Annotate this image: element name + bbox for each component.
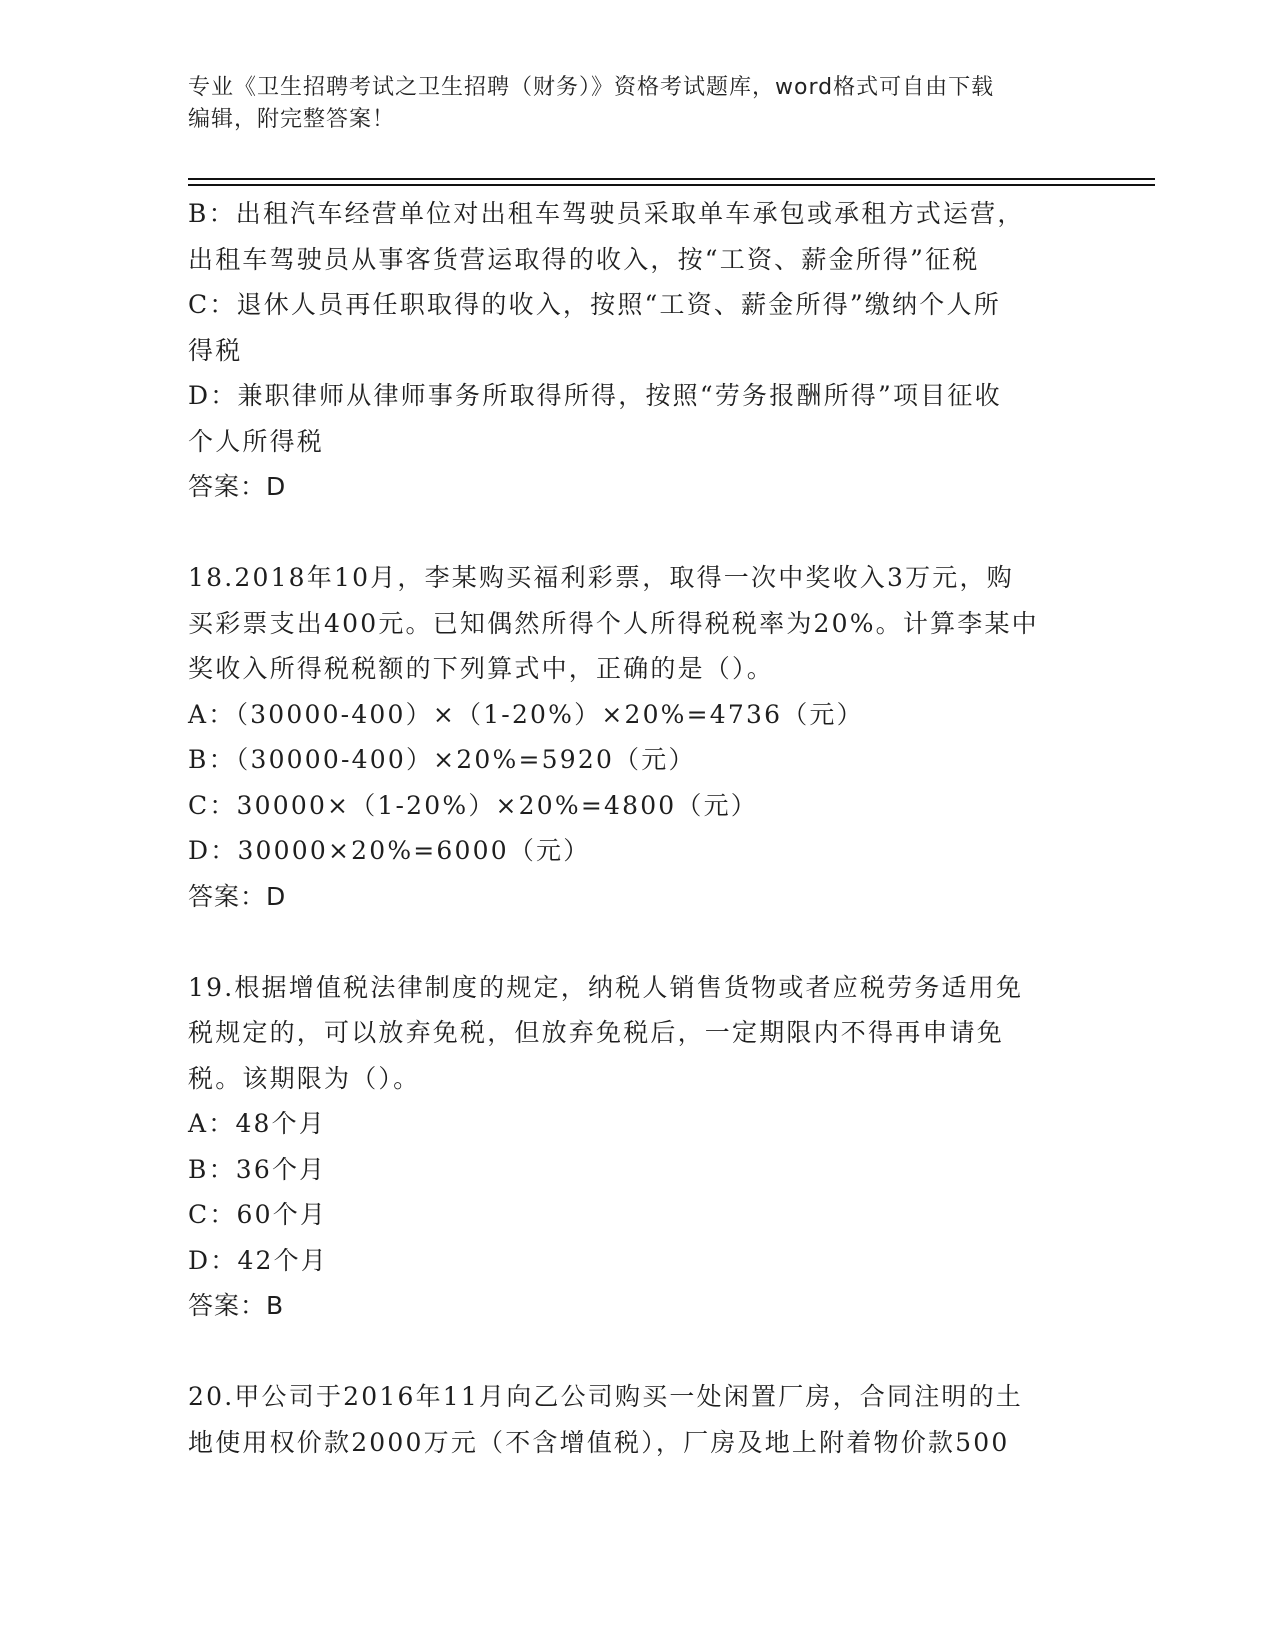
q19-option-c: C：60个月 — [188, 1200, 328, 1229]
q18-stem-line-1: 18.2018年10月，李某购买福利彩票，取得一次中奖收入3万元，购 — [188, 563, 1014, 592]
q17-answer: 答案：D — [188, 472, 287, 501]
q19-option-d: D：42个月 — [188, 1245, 329, 1275]
q17-option-b-line-1: B：出租汽车经营单位对出租车驾驶员采取单车承包或承租方式运营， — [188, 199, 1025, 228]
question-content — [188, 191, 1088, 1465]
q17-option-c-line-1: C：退休人员再任职取得的收入，按照“工资、薪金所得”缴纳个人所 — [188, 290, 1001, 319]
q18-option-d: D：30000×20%=6000（元） — [188, 836, 591, 865]
q19-stem-line-2: 税规定的，可以放弃免税，但放弃免税后，一定期限内不得再申请免 — [188, 1018, 1005, 1047]
header-line-1: 专业《卫生招聘考试之卫生招聘（财务）》资格考试题库，word格式可自由下载 — [188, 75, 995, 100]
document-header — [188, 72, 1088, 136]
q18-answer: 答案：D — [188, 881, 287, 911]
q19-answer: 答案：B — [188, 1291, 285, 1320]
spacer — [188, 510, 1088, 556]
q18-stem-line-2: 买彩票支出400元。已知偶然所得个人所得税税率为20%。计算李某中 — [188, 608, 1039, 638]
header-line-2: 编辑，附完整答案！ — [188, 107, 396, 132]
q19-stem-line-3: 税。该期限为（）。 — [188, 1063, 421, 1093]
q20-stem-line-1: 20.甲公司于2016年11月向乙公司购买一处闲置厂房，合同注明的土 — [188, 1382, 1023, 1411]
q18-option-a: A：（30000-400）×（1-20%）×20%=4736（元） — [188, 699, 864, 729]
question-17-block — [188, 191, 1088, 510]
question-20-block — [188, 1374, 1088, 1465]
q19-option-a: A：48个月 — [188, 1109, 327, 1138]
q18-option-b: B：（30000-400）×20%=5920（元） — [188, 745, 696, 774]
q17-option-d-line-1: D：兼职律师从律师事务所取得所得，按照“劳务报酬所得”项目征收 — [188, 381, 1002, 410]
question-18-block — [188, 555, 1088, 919]
q17-option-d-line-2: 个人所得税 — [188, 426, 325, 456]
question-19-block — [188, 965, 1088, 1329]
q19-stem-line-1: 19.根据增值税法律制度的规定，纳税人销售货物或者应税劳务适用免 — [188, 972, 1024, 1002]
spacer — [188, 919, 1088, 965]
q17-option-b-line-2: 出租车驾驶员从事客货营运取得的收入，按“工资、薪金所得”征税 — [188, 244, 980, 274]
header-divider-top — [188, 178, 1155, 180]
q20-stem-line-2: 地使用权价款2000万元（不含增值税），厂房及地上附着物价款500 — [188, 1427, 1010, 1457]
q19-option-b: B：36个月 — [188, 1154, 327, 1184]
q17-option-c-line-2: 得税 — [188, 335, 243, 365]
q18-stem-line-3: 奖收入所得税税额的下列算式中，正确的是（）。 — [188, 654, 774, 683]
q18-option-c: C：30000×（1-20%）×20%=4800（元） — [188, 790, 759, 820]
spacer — [188, 1329, 1088, 1375]
header-divider-bottom — [188, 184, 1155, 186]
